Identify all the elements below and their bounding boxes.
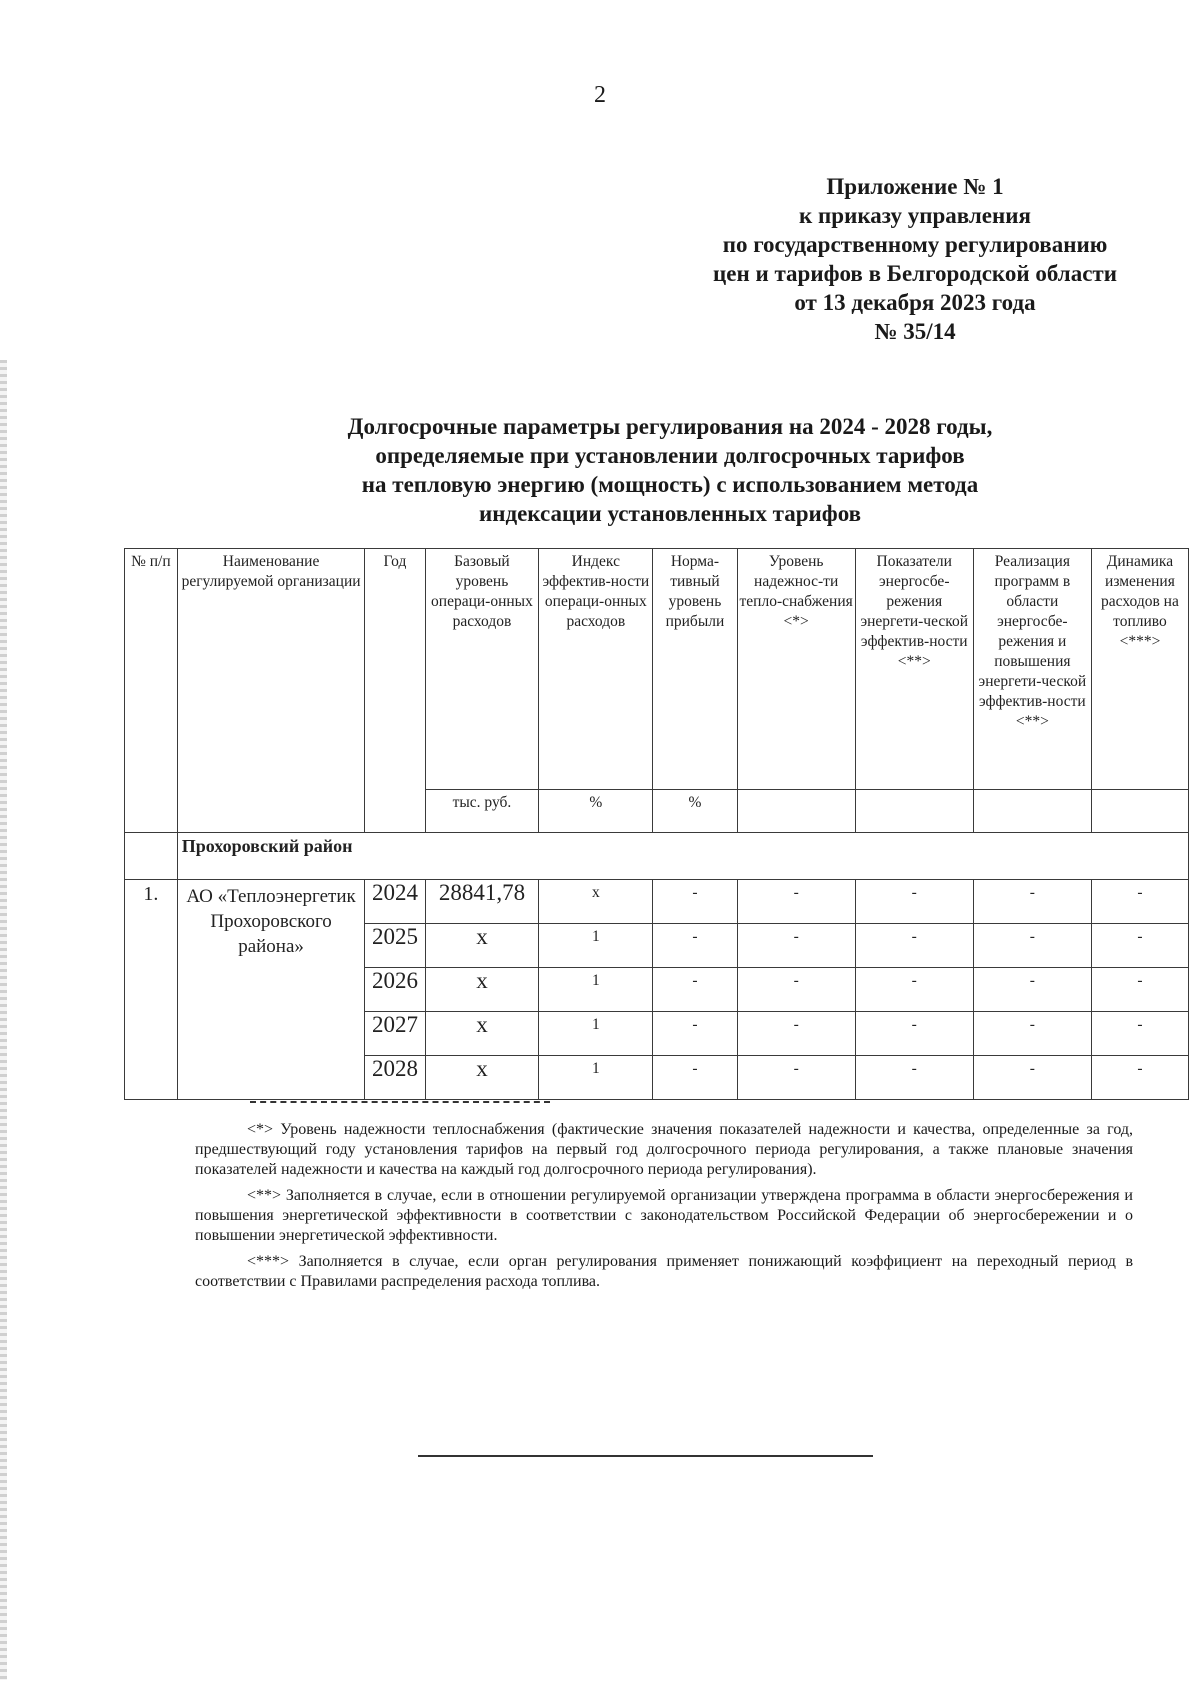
header-base-cost: Базовый уровень операци-онных расходов [425,549,539,790]
footnote-energy-saving: <**> Заполняется в случае, если в отношении регулируемой организации утверждена программа в области энергосбережения и повышения энергетической эффективности в соответствии с законодательством Российской Федерации об энергосбережении и о повышении энергетической эффективности. [195,1187,1133,1244]
cell-year: 2028 [365,1056,425,1100]
region-name: Прохоровский район [177,833,1188,880]
cell-programs: - [973,880,1091,924]
footnote-reliability: <*> Уровень надежности теплоснабжения (фактические значения показателей надежности и качества, определенные за год, предшествующий году установления тарифов на первый год долгосрочного периода регулирования, а также плановые значения показателей надежности и качества на каждый год долгосрочного периода регулирования). [195,1121,1133,1178]
cell-profit-level: - [653,1012,737,1056]
appendix-block [680,172,1150,346]
scan-edge-artifact [0,360,7,1680]
cell-base-cost: х [425,1056,539,1100]
cell-reliability: - [737,968,855,1012]
unit-profit-level: % [653,790,737,833]
cell-base-cost: х [425,924,539,968]
cell-reliability: - [737,1012,855,1056]
cell-reliability: - [737,880,855,924]
document-title [270,412,1070,528]
cell-efficiency-index: 1 [539,968,653,1012]
table-header-row [125,549,1189,790]
region-row [125,833,1189,880]
cell-efficiency-index: х [539,880,653,924]
cell-year: 2026 [365,968,425,1012]
appendix-line: Приложение № 1 [826,174,1004,199]
cell-efficiency-index: 1 [539,1056,653,1100]
header-organization: Наименование регулируемой организации [177,549,365,833]
header-fuel-dynamics: Динамика изменения расходов на топливо <***> [1091,549,1188,790]
cell-reliability: - [737,924,855,968]
unit-base-cost: тыс. руб. [425,790,539,833]
cell-profit-level: - [653,968,737,1012]
title-line: индексации установленных тарифов [478,501,862,526]
title-line: Долгосрочные параметры регулирования на 2024 - 2028 годы, [347,414,993,439]
cell-energy-saving: - [855,924,973,968]
cell-fuel-dynamics: - [1091,1012,1188,1056]
page-number: 2 [594,82,606,108]
cell-base-cost: 28841,78 [425,880,539,924]
title-line: определяемые при установлении долгосрочных тарифов [375,443,965,468]
cell-programs: - [973,1012,1091,1056]
appendix-line: по государственному регулированию [722,232,1108,257]
title-line: на тепловую энергию (мощность) с использованием метода [361,472,979,497]
cell-fuel-dynamics: - [1091,880,1188,924]
header-energy-saving: Показатели энергосбе-режения энергети-ческой эффектив-ности <**> [855,549,973,790]
cell-energy-saving: - [855,1056,973,1100]
cell-year: 2024 [365,880,425,924]
cell-energy-saving: - [855,880,973,924]
header-profit-level: Норма-тивный уровень прибыли [653,549,737,790]
unit-empty [973,790,1091,833]
cell-programs: - [973,968,1091,1012]
cell-fuel-dynamics: - [1091,924,1188,968]
cell-base-cost: х [425,968,539,1012]
cell-profit-level: - [653,924,737,968]
unit-empty [855,790,973,833]
footnote-fuel: <***> Заполняется в случае, если орган регулирования применяет понижающий коэффициент на переходный период в соответствии с Правилами распределения расхода топлива. [195,1253,1133,1290]
cell-fuel-dynamics: - [1091,1056,1188,1100]
cell-programs: - [973,924,1091,968]
organization-name: АО «Теплоэнергетик Прохоровского района» [177,880,365,1100]
cell-energy-saving: - [855,1012,973,1056]
unit-empty [737,790,855,833]
cell-profit-level: - [653,880,737,924]
cell-efficiency-index: 1 [539,924,653,968]
unit-efficiency-index: % [539,790,653,833]
header-num: № п/п [125,549,178,833]
cell-reliability: - [737,1056,855,1100]
appendix-line: цен и тарифов в Белгородской области [713,261,1117,286]
appendix-line: от 13 декабря 2023 года [794,290,1036,315]
cell-programs: - [973,1056,1091,1100]
row-number: 1. [125,880,178,1100]
header-reliability: Уровень надежнос-ти тепло-снабжения <*> [737,549,855,790]
header-year: Год [365,549,425,833]
footnotes [195,1120,1133,1298]
bottom-rule [418,1455,873,1457]
header-efficiency-index: Индекс эффектив-ности операци-онных расходов [539,549,653,790]
region-num-cell [125,833,178,880]
cell-profit-level: - [653,1056,737,1100]
unit-empty [1091,790,1188,833]
cell-base-cost: х [425,1012,539,1056]
footnote-separator [250,1101,550,1103]
cell-efficiency-index: 1 [539,1012,653,1056]
cell-fuel-dynamics: - [1091,968,1188,1012]
cell-year: 2027 [365,1012,425,1056]
cell-year: 2025 [365,924,425,968]
parameters-table [124,548,1189,1100]
header-programs: Реализация программ в области энергосбе-режения и повышения энергети-ческой эффектив-ности <**> [973,549,1091,790]
table-row [125,880,1189,924]
appendix-line: к приказу управления [799,203,1031,228]
cell-energy-saving: - [855,968,973,1012]
appendix-line: № 35/14 [874,319,956,344]
